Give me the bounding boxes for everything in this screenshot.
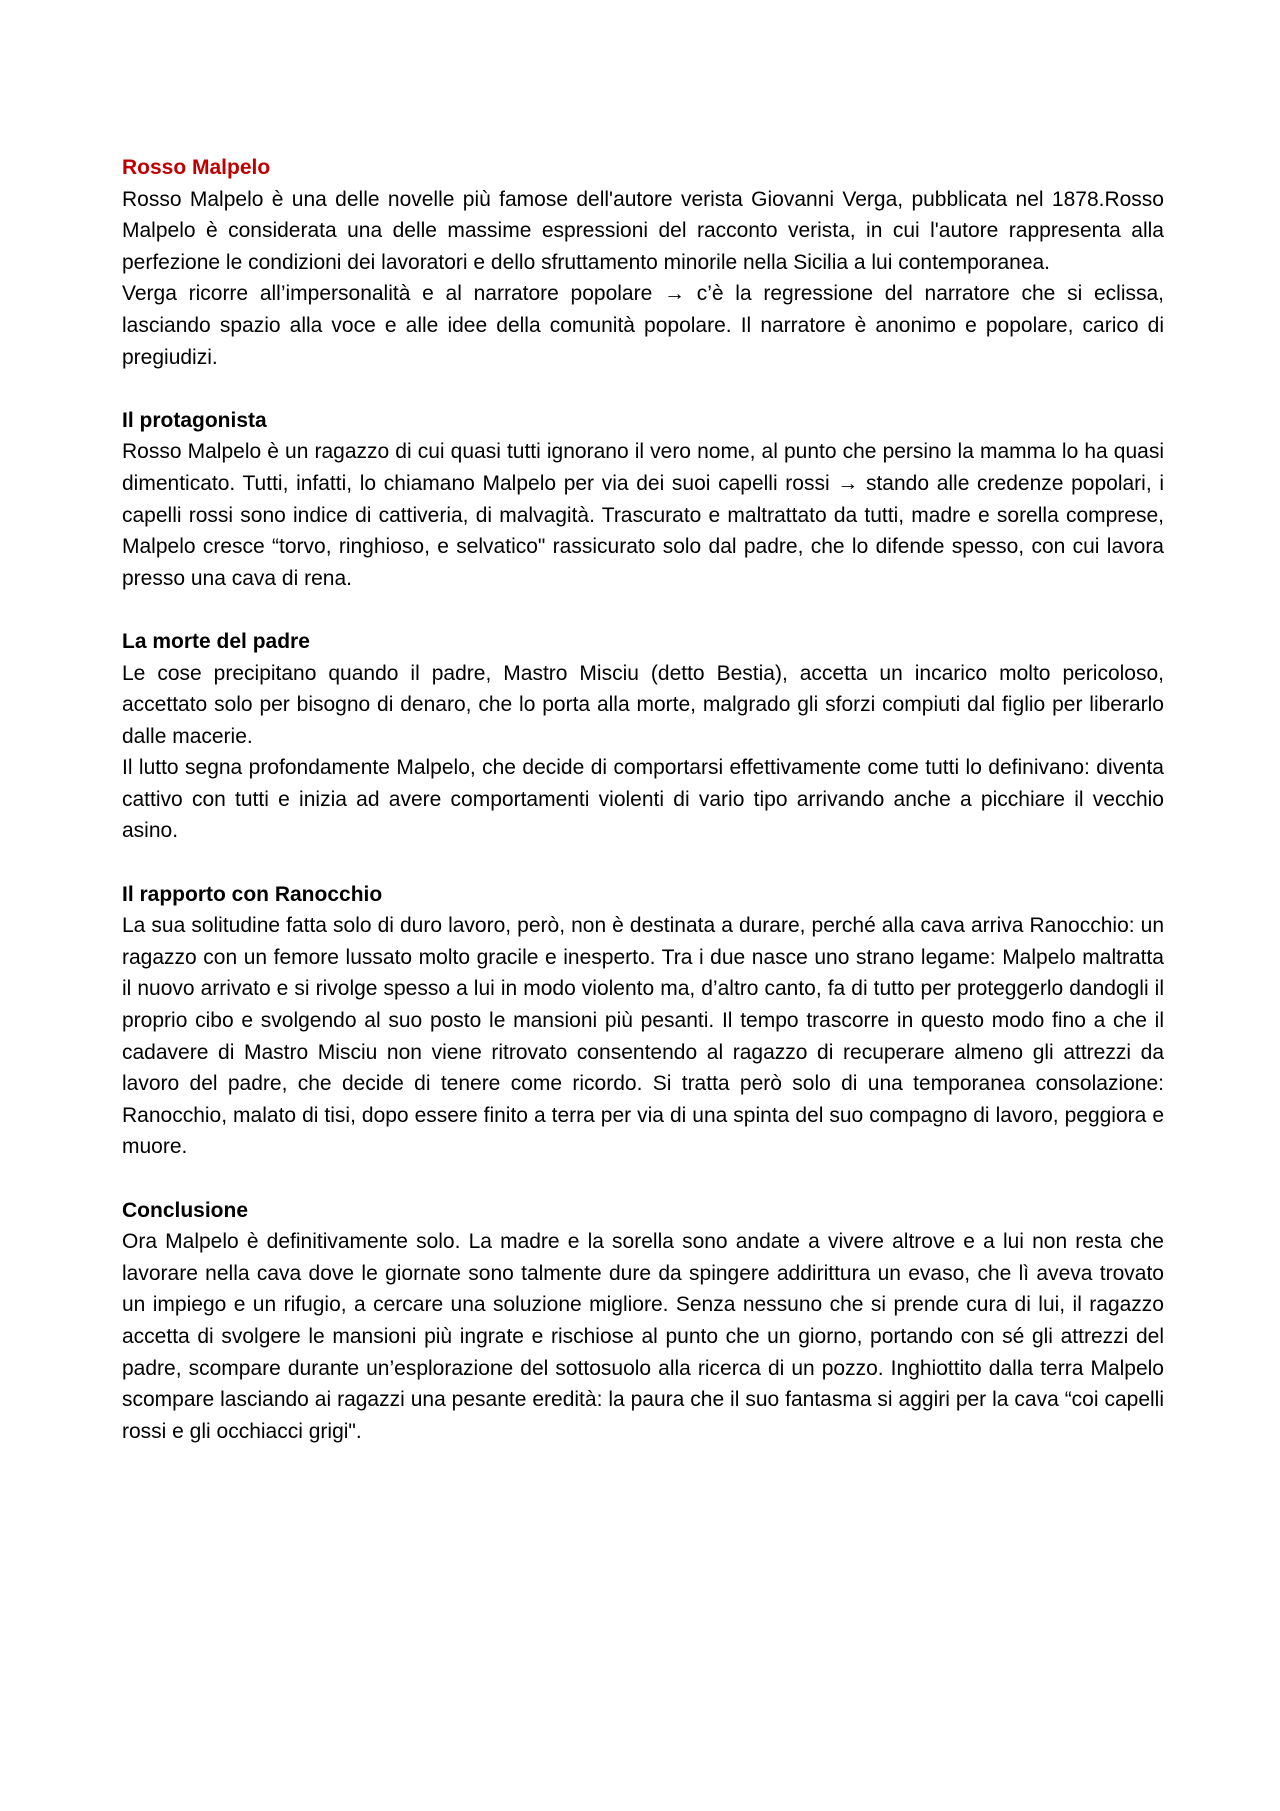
section-heading: Il rapporto con Ranocchio xyxy=(122,882,383,906)
section-heading: Conclusione xyxy=(122,1198,249,1222)
paragraph: Le cose precipitano quando il padre, Mastro Misciu (detto Bestia), accetta un incarico molto pericoloso, accettato solo per bisogno di denaro, che lo porta alla morte, malgrado gli sforzi compiuti dal figlio per liberarlo dalle macerie. xyxy=(122,661,1164,748)
paragraph: Verga ricorre all’impersonalità e al narratore popolare → c’è la regressione del narratore che si eclissa, lasciando spazio alla voce e alle idee della comunità popolare. Il narratore è anonimo e popolare, carico di pregiudizi. xyxy=(122,282,1164,369)
paragraph: Rosso Malpelo è un ragazzo di cui quasi tutti ignorano il vero nome, al punto che persino la mamma lo ha quasi dimenticato. Tutti, infatti, lo chiamano Malpelo per via dei suoi capelli rossi → stando alle credenze popolari, i capelli rossi sono indice di cattiveria, di malvagità. Trascurato e maltrattato da tutti, madre e sorella comprese, Malpelo cresce “torvo, ringhioso, e selvatico" rassicurato solo dal padre, che lo difende spesso, con cui lavora presso una cava di rena. xyxy=(122,440,1164,590)
section-rapporto-ranocchio xyxy=(122,879,1164,1163)
document-body xyxy=(122,152,1164,1479)
section-conclusione xyxy=(122,1195,1164,1448)
paragraph: Rosso Malpelo è una delle novelle più famose dell'autore verista Giovanni Verga, pubblicata nel 1878.Rosso Malpelo è considerata una delle massime espressioni del racconto verista, in cui l'autore rappresenta alla perfezione le condizioni dei lavoratori e dello sfruttamento minorile nella Sicilia a lui contemporanea. xyxy=(122,187,1164,274)
section-heading: Il protagonista xyxy=(122,408,267,432)
document-title: Rosso Malpelo xyxy=(122,156,271,179)
section-heading: La morte del padre xyxy=(122,629,310,653)
paragraph: Ora Malpelo è definitivamente solo. La madre e la sorella sono andate a vivere altrove e a lui non resta che lavorare nella cava dove le giornate sono talmente dure da spingere addirittura un evaso, che lì aveva trovato un impiego e un rifugio, a cercare una soluzione migliore. Senza nessuno che si prende cura di lui, il ragazzo accetta di svolgere le mansioni più ingrate e rischiose al punto che un giorno, portando con sé gli attrezzi del padre, scompare durante un’esplorazione del sottosuolo alla ricerca di un pozzo. Inghiottito dalla terra Malpelo scompare lasciando ai ragazzi una pesante eredità: la paura che il suo fantasma si aggiri per la cava “coi capelli rossi e gli occhiacci grigi". xyxy=(122,1230,1164,1443)
section-morte-padre xyxy=(122,626,1164,847)
section-protagonista xyxy=(122,405,1164,595)
section-rosso-malpelo xyxy=(122,152,1164,373)
paragraph: La sua solitudine fatta solo di duro lavoro, però, non è destinata a durare, perché alla cava arriva Ranocchio: un ragazzo con un femore lussato molto gracile e inesperto. Tra i due nasce uno strano legame: Malpelo maltratta il nuovo arrivato e si rivolge spesso a lui in modo violento ma, d’altro canto, fa di tutto per proteggerlo dandogli il proprio cibo e svolgendo al suo posto le mansioni più pesanti. Il tempo trascorre in questo modo fino a che il cadavere di Mastro Misciu non viene ritrovato consentendo al ragazzo di recuperare almeno gli attrezzi da lavoro del padre, che decide di tenere come ricordo. Si tratta però solo di una temporanea consolazione: Ranocchio, malato di tisi, dopo essere finito a terra per via di una spinta del suo compagno di lavoro, peggiora e muore. xyxy=(122,914,1164,1159)
paragraph: Il lutto segna profondamente Malpelo, che decide di comportarsi effettivamente come tutti lo definivano: diventa cattivo con tutti e inizia ad avere comportamenti violenti di vario tipo arrivando anche a picchiare il vecchio asino. xyxy=(122,756,1164,843)
